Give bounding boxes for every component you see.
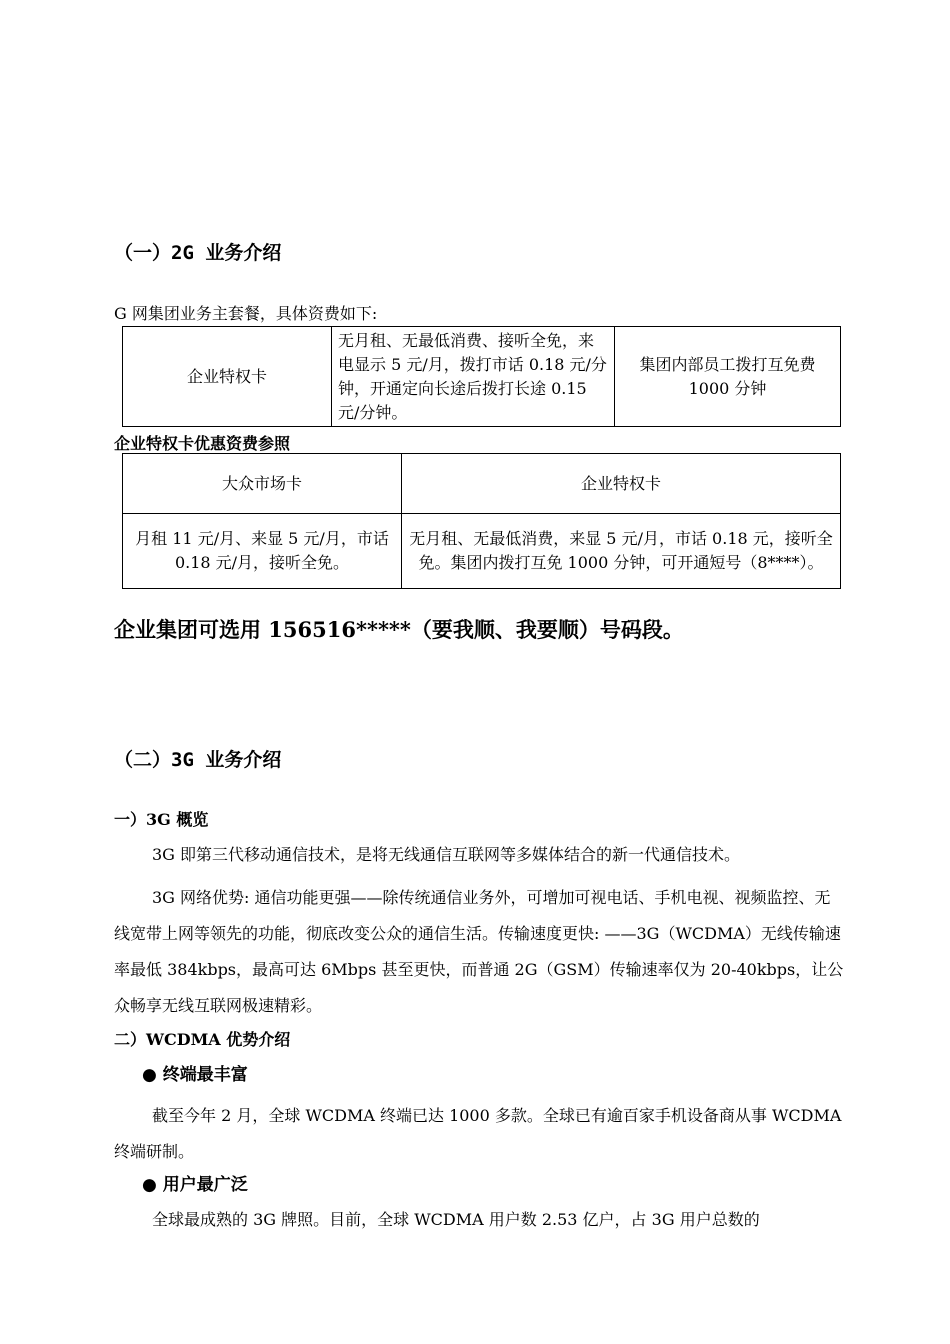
comparison-cell-enterprise: 无月租、无最低消费，来显 5 元/月，市话 0.18 元，接听全免。集团内拨打互免 1000 分钟，可开通短号（8****）。	[402, 514, 841, 589]
comparison-table	[122, 453, 841, 589]
plan-table	[122, 326, 841, 427]
number-segment-note: 企业集团可选用 156516*****（要我顺、我要顺）号码段。	[114, 617, 684, 642]
section1-heading: （一）2G 业务介绍	[114, 242, 282, 264]
sub1-paragraph-1: 3G 即第三代移动通信技术，是将无线通信互联网等多媒体结合的新一代通信技术。	[152, 845, 741, 864]
bullet-users-text: 全球最成熟的 3G 牌照。目前，全球 WCDMA 用户数 2.53 亿户，占 3G 用户总数的	[152, 1210, 760, 1229]
bullet-users-label: 用户最广泛	[162, 1175, 248, 1195]
sub1-paragraph-2: 3G 网络优势: 通信功能更强——除传统通信业务外，可增加可视电话、手机电视、视频监控、无线宽带上网等领先的功能，彻底改变公众的通信生活。传输速度更快: ——3G（WCDMA）无线传输速率最低 384kbps，最高可达 6Mbps 甚至更快，而普通 2G（GSM）传输速率仅为 20-40kbps，让公众畅享无线互联网极速精彩。	[114, 888, 844, 1015]
bullet-terminals	[142, 1060, 248, 1085]
bullet-dot-icon: ●	[142, 1175, 157, 1195]
plan-fees-cell: 无月租、无最低消费、接听全免，来电显示 5 元/月，拨打市话 0.18 元/分钟，开通定向长途后拨打长途 0.15 元/分钟。	[332, 327, 615, 427]
bullet-terminals-label: 终端最丰富	[162, 1065, 248, 1085]
plan-name-cell: 企业特权卡	[123, 327, 332, 427]
table2-caption: 企业特权卡优惠资费参照	[114, 434, 291, 453]
bullet-dot-icon: ●	[142, 1065, 157, 1085]
bullet-users	[142, 1170, 248, 1195]
comparison-header-mass: 大众市场卡	[123, 454, 402, 514]
plan-benefit-cell: 集团内部员工拨打互免费 1000 分钟	[615, 327, 841, 427]
section1-intro: G 网集团业务主套餐，具体资费如下:	[114, 304, 378, 323]
sub1-title: 一）3G 概览	[114, 810, 209, 829]
bullet-terminals-text: 截至今年 2 月，全球 WCDMA 终端已达 1000 多款。全球已有逾百家手机设备商从事 WCDMA 终端研制。	[114, 1106, 842, 1161]
comparison-header-enterprise: 企业特权卡	[402, 454, 841, 514]
comparison-cell-mass: 月租 11 元/月、来显 5 元/月，市话 0.18 元/月，接听全免。	[123, 514, 402, 589]
sub2-title: 二）WCDMA 优势介绍	[114, 1030, 291, 1049]
section2-heading: （二）3G 业务介绍	[114, 749, 282, 771]
